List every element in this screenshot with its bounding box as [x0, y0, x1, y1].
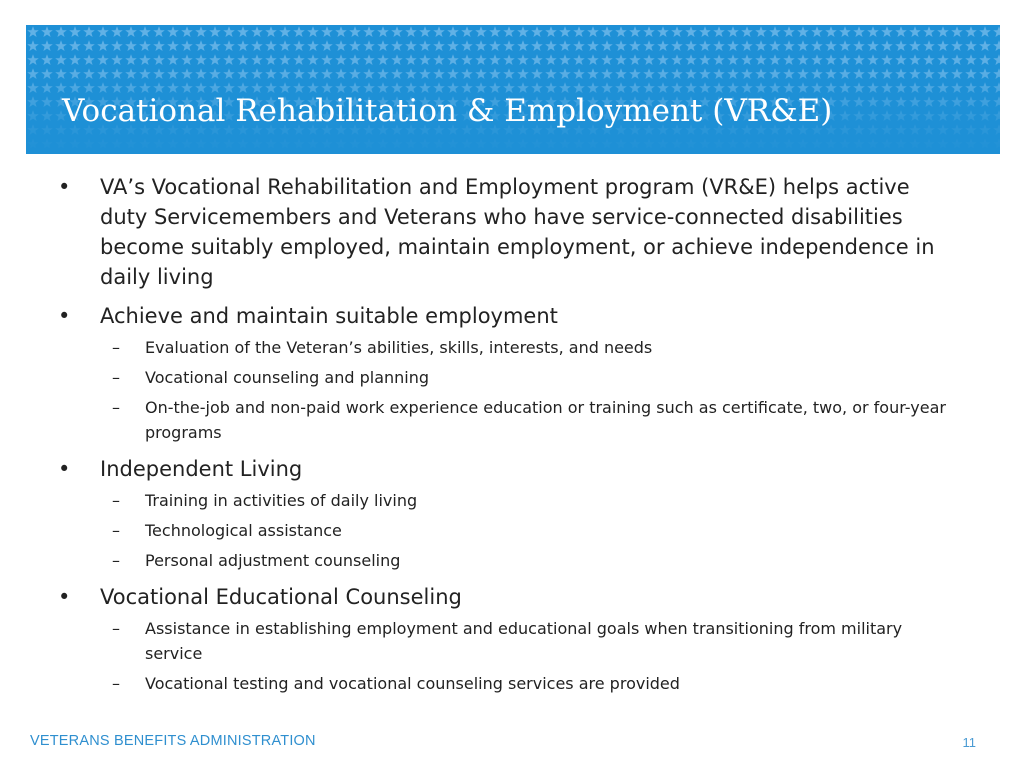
slide-number: 11: [962, 735, 976, 750]
sub-bullet-item: [100, 671, 956, 696]
bullet-item: [56, 301, 956, 445]
slide-content: [56, 172, 956, 705]
sub-bullet-text: Vocational testing and vocational counseling services are provided: [145, 674, 680, 693]
bullet-item: [56, 582, 956, 696]
bullet-marker: •: [58, 585, 71, 609]
sub-bullet-marker: –: [112, 674, 120, 693]
sub-bullet-item: [100, 616, 956, 666]
sub-bullet-text: Vocational counseling and planning: [145, 368, 430, 387]
sub-bullet-item: [100, 335, 956, 360]
sub-bullet-marker: –: [112, 521, 120, 540]
sub-bullet-list: [100, 616, 956, 696]
bullet-marker: •: [58, 304, 71, 328]
sub-bullet-text: Personal adjustment counseling: [145, 551, 401, 570]
bullet-marker: •: [58, 175, 71, 199]
sub-bullet-text: Assistance in establishing employment and educational goals when transitioning from military service: [145, 619, 903, 663]
bullet-text: Vocational Educational Counseling: [100, 585, 462, 609]
footer-organization: VETERANS BENEFITS ADMINISTRATION: [30, 733, 316, 749]
sub-bullet-marker: –: [112, 368, 120, 387]
sub-bullet-text: Evaluation of the Veteran’s abilities, skills, interests, and needs: [145, 338, 653, 357]
bullet-text: Achieve and maintain suitable employment: [100, 304, 558, 328]
bullet-item: [56, 172, 956, 292]
bullet-list: [56, 172, 956, 696]
sub-bullet-list: [100, 488, 956, 573]
sub-bullet-marker: –: [112, 491, 120, 510]
bullet-item: [56, 454, 956, 573]
sub-bullet-list: [100, 335, 956, 445]
sub-bullet-item: [100, 488, 956, 513]
sub-bullet-item: [100, 548, 956, 573]
sub-bullet-item: [100, 518, 956, 543]
sub-bullet-marker: –: [112, 551, 120, 570]
sub-bullet-item: [100, 365, 956, 390]
sub-bullet-item: [100, 395, 956, 445]
slide-title: Vocational Rehabilitation & Employment (VR&E): [62, 93, 833, 129]
sub-bullet-marker: –: [112, 338, 120, 357]
bullet-marker: •: [58, 457, 71, 481]
bullet-text: Independent Living: [100, 457, 303, 481]
sub-bullet-text: On-the-job and non-paid work experience education or training such as certificate, two, or four-year programs: [145, 398, 946, 442]
title-banner: [26, 25, 1000, 154]
bullet-text: VA’s Vocational Rehabilitation and Employment program (VR&E) helps active duty Servicemembers and Veterans who have service-connected disabilities become suitably employed, maintain employment, or achieve independence in daily living: [100, 175, 935, 289]
sub-bullet-text: Technological assistance: [145, 521, 342, 540]
star-pattern-decoration: [26, 25, 1000, 154]
sub-bullet-text: Training in activities of daily living: [145, 491, 418, 510]
sub-bullet-marker: –: [112, 398, 120, 417]
sub-bullet-marker: –: [112, 619, 120, 638]
